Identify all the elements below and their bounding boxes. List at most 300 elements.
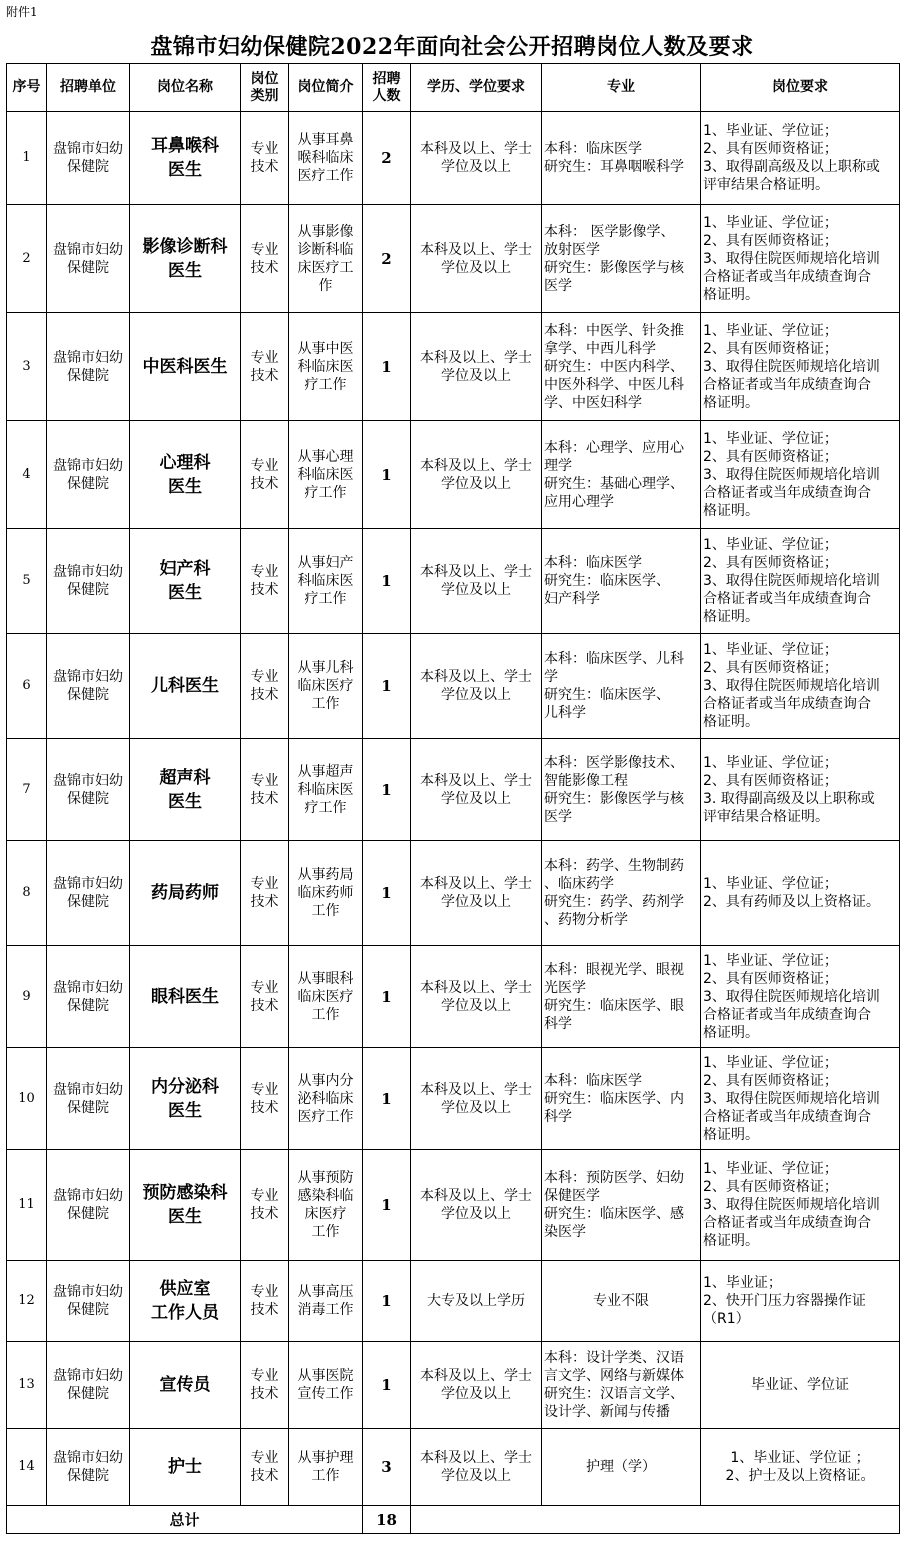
row-unit (47, 205, 130, 313)
row-requirements-line: 毕业证、学位证 (751, 1377, 849, 1393)
annex-label: 附件1 (6, 5, 38, 19)
row-position-line: 医生 (168, 160, 202, 180)
row-intro-line: 从事儿科 (297, 660, 354, 676)
row-position-line: 医生 (168, 1207, 202, 1227)
row-requirements (701, 1048, 900, 1150)
total-blank (411, 1506, 900, 1534)
row-index: 6 (7, 634, 47, 739)
row-education-line: 本科及以上、学士 (420, 457, 532, 474)
row-count: 1 (363, 1342, 411, 1429)
row-intro (289, 946, 363, 1048)
header-index: 序号 (7, 64, 47, 112)
row-requirements-line: 2、具有药师及以上资格证。 (703, 894, 880, 910)
row-requirements (701, 1429, 900, 1506)
row-position-line: 医生 (168, 476, 202, 497)
row-requirements-line: 1、毕业证、学位证； (703, 876, 838, 892)
row-unit-line: 保健院 (67, 1468, 109, 1484)
row-category-line: 专业 (250, 564, 279, 580)
row-unit (47, 1261, 130, 1342)
row-major-line: 理学 (544, 457, 572, 474)
row-count: 1 (363, 1150, 411, 1261)
row-intro-line: 从事高压 (297, 1284, 354, 1300)
row-requirements-line: 格证明。 (703, 1233, 759, 1249)
row-major-line: 染医学 (544, 1224, 586, 1240)
row-education-line: 本科及以上、学士 (420, 1368, 532, 1384)
row-intro-line: 临床医疗 (297, 988, 354, 1005)
row-major-line: 保健医学 (544, 1188, 600, 1204)
row-education (411, 313, 542, 421)
row-requirements-line: 格证明。 (703, 502, 759, 519)
row-intro-line: 工作 (311, 1224, 340, 1240)
row-index: 3 (7, 313, 47, 421)
row-education-line: 学位及以上 (441, 259, 511, 276)
row-major-line: 、临床药学 (544, 876, 614, 892)
header-count (363, 64, 411, 112)
row-unit-line: 保健院 (67, 1099, 109, 1116)
row-unit-line: 盘锦市妇幼 (53, 979, 123, 996)
row-requirements-line: 2、具有医师资格证； (703, 448, 838, 465)
row-unit-line: 保健院 (67, 1302, 109, 1318)
row-intro-line: 从事心理 (297, 448, 354, 465)
row-major-line: 研究生：药学、药剂学 (544, 894, 684, 910)
row-unit-line: 盘锦市妇幼 (53, 1368, 123, 1384)
row-requirements-line: 2、快开门压力容器操作证 (703, 1293, 866, 1309)
row-index: 14 (7, 1429, 47, 1506)
row-major-line: 妇产科学 (544, 591, 600, 607)
table-row (7, 421, 900, 529)
row-position (130, 112, 241, 205)
header-position: 岗位名称 (130, 64, 241, 112)
row-intro-line: 科临床医 (297, 358, 354, 375)
table-row (7, 1261, 900, 1342)
row-count: 1 (363, 739, 411, 841)
row-education-line: 本科及以上、学士 (420, 979, 532, 996)
row-unit-line: 保健院 (67, 159, 109, 175)
row-requirements-line: 合格证者或当年成绩查询合 (703, 1215, 871, 1231)
row-category (241, 946, 289, 1048)
row-requirements (701, 1342, 900, 1429)
row-major-line: 本科：临床医学、儿科 (544, 651, 684, 667)
row-requirements (701, 739, 900, 841)
row-intro-line: 疗工作 (304, 376, 347, 393)
row-intro-line: 医疗工作 (297, 168, 354, 184)
row-position (130, 1342, 241, 1429)
row-education (411, 946, 542, 1048)
row-major (542, 112, 701, 205)
row-unit-line: 盘锦市妇幼 (53, 1188, 123, 1204)
row-requirements-line: 1、毕业证、学位证； (703, 214, 838, 231)
row-intro-line: 疗工作 (304, 799, 347, 816)
row-education-line: 本科及以上、学士 (420, 772, 532, 789)
row-major-line: 专业不限 (593, 1293, 649, 1309)
row-category-line: 专业 (250, 979, 279, 996)
row-category-line: 专业 (250, 349, 279, 366)
row-intro (289, 1261, 363, 1342)
row-intro (289, 205, 363, 313)
row-position (130, 205, 241, 313)
row-intro (289, 841, 363, 946)
row-major-line: 儿科学 (544, 705, 586, 721)
row-requirements-line: 2、护士及以上资格证。 (725, 1468, 875, 1484)
row-major-line: 本科：预防医学、妇幼 (544, 1170, 684, 1186)
row-requirements-line: 3、取得住院医师规培化培训 (703, 250, 880, 267)
row-requirements-line: 2、具有医师资格证； (703, 970, 838, 987)
row-intro (289, 112, 363, 205)
row-major-line: 研究生：基础心理学、 (544, 475, 684, 492)
row-major (542, 946, 701, 1048)
row-education-line: 学位及以上 (441, 159, 511, 175)
row-education-line: 学位及以上 (441, 790, 511, 807)
row-education-line: 本科及以上、学士 (420, 669, 532, 685)
header-category-line: 岗位 (250, 70, 279, 87)
row-unit-line: 盘锦市妇幼 (53, 1081, 123, 1098)
header-row (7, 64, 900, 112)
row-unit (47, 634, 130, 739)
row-index: 2 (7, 205, 47, 313)
row-requirements (701, 529, 900, 634)
row-major (542, 529, 701, 634)
row-education-line: 本科及以上、学士 (420, 564, 532, 580)
row-requirements-line: 3、取得住院医师规培化培训 (703, 1090, 880, 1107)
row-education (411, 1150, 542, 1261)
row-requirements-line: 格证明。 (703, 394, 759, 411)
row-education-line: 学位及以上 (441, 997, 511, 1014)
row-unit-line: 保健院 (67, 790, 109, 807)
row-unit-line: 保健院 (67, 367, 109, 384)
row-count: 1 (363, 946, 411, 1048)
row-unit-line: 盘锦市妇幼 (53, 669, 123, 685)
row-major-line: 中医外科学、中医儿科 (544, 376, 684, 393)
row-intro-line: 从事影像 (297, 223, 354, 240)
row-intro-line: 从事内分 (297, 1072, 354, 1089)
row-index: 8 (7, 841, 47, 946)
row-requirements (701, 946, 900, 1048)
row-count: 1 (363, 1048, 411, 1150)
row-major-line: 本科： 医学影像学、 (544, 223, 675, 240)
row-unit (47, 739, 130, 841)
row-index: 5 (7, 529, 47, 634)
row-education-line: 学位及以上 (441, 1468, 511, 1484)
row-major-line: 研究生：影像医学与核 (544, 790, 684, 807)
row-requirements-line: 3、取得副高级及以上职称或 (703, 159, 880, 175)
row-requirements (701, 112, 900, 205)
row-major-line: 放射医学 (544, 241, 600, 258)
row-major (542, 205, 701, 313)
row-category-line: 技术 (250, 894, 279, 910)
row-requirements-line: 2、具有医师资格证； (703, 1072, 838, 1089)
row-major-line: 设计学、新闻与传播 (544, 1404, 670, 1420)
row-intro-line: 工作 (311, 696, 340, 712)
row-requirements-line: 2、具有医师资格证； (703, 772, 838, 789)
header-major: 专业 (542, 64, 701, 112)
row-position (130, 1261, 241, 1342)
row-unit (47, 1429, 130, 1506)
row-requirements-line: 3. 取得副高级及以上职称或 (703, 790, 875, 807)
row-intro-line: 作 (318, 277, 333, 294)
row-intro (289, 313, 363, 421)
row-unit-line: 盘锦市妇幼 (53, 349, 123, 366)
row-education-line: 学位及以上 (441, 1206, 511, 1222)
row-unit-line: 盘锦市妇幼 (53, 241, 123, 258)
row-major-line: 拿学、中西儿科学 (544, 340, 656, 357)
row-unit-line: 保健院 (67, 894, 109, 910)
row-requirements-line: 1、毕业证、学位证； (703, 952, 838, 969)
row-requirements-line: 1、毕业证、学位证； (703, 430, 838, 447)
row-position-line: 供应室 (159, 1279, 211, 1299)
row-education-line: 本科及以上、学士 (420, 1081, 532, 1098)
row-category (241, 1048, 289, 1150)
row-index: 12 (7, 1261, 47, 1342)
row-category (241, 1429, 289, 1506)
row-position (130, 946, 241, 1048)
row-requirements-line: 格证明。 (703, 1126, 759, 1143)
table-row (7, 1342, 900, 1429)
table-row (7, 205, 900, 313)
row-requirements-line: 合格证者或当年成绩查询合 (703, 696, 871, 712)
table-row (7, 529, 900, 634)
row-education (411, 1261, 542, 1342)
row-unit-line: 保健院 (67, 259, 109, 276)
row-requirements-line: 格证明。 (703, 1024, 759, 1041)
row-category-line: 技术 (250, 1386, 279, 1402)
row-major (542, 1048, 701, 1150)
row-requirements (701, 313, 900, 421)
row-intro-line: 从事耳鼻 (297, 132, 354, 148)
recruitment-table (6, 63, 900, 1534)
row-category-line: 技术 (250, 1099, 279, 1116)
header-education: 学历、学位要求 (411, 64, 542, 112)
row-major-line: 研究生：临床医学、眼 (544, 997, 684, 1014)
row-education-line: 本科及以上、学士 (420, 241, 532, 258)
row-education (411, 1048, 542, 1150)
row-requirements-line: 2、具有医师资格证； (703, 555, 838, 571)
row-count: 3 (363, 1429, 411, 1506)
row-category-line: 技术 (250, 1468, 279, 1484)
total-count: 18 (363, 1506, 411, 1534)
row-intro-line: 科临床医 (297, 466, 354, 483)
row-major-line: 研究生：临床医学、感 (544, 1206, 684, 1222)
row-category-line: 技术 (250, 790, 279, 807)
header-category (241, 64, 289, 112)
row-requirements-line: 3、取得住院医师规培化培训 (703, 573, 880, 589)
row-major-line: 本科：临床医学 (544, 141, 642, 157)
row-major-line: 本科：临床医学 (544, 1072, 642, 1089)
row-unit-line: 盘锦市妇幼 (53, 564, 123, 580)
row-education-line: 本科及以上、学士 (420, 141, 532, 157)
row-position (130, 1048, 241, 1150)
row-requirements-line: 评审结果合格证明。 (703, 177, 829, 193)
row-major (542, 1150, 701, 1261)
row-unit-line: 盘锦市妇幼 (53, 1450, 123, 1466)
row-requirements-line: 合格证者或当年成绩查询合 (703, 1006, 871, 1023)
row-education-line: 学位及以上 (441, 582, 511, 598)
row-major-line: 应用心理学 (544, 493, 614, 510)
row-intro-line: 床医疗 (304, 1206, 347, 1222)
row-requirements-line: 2、具有医师资格证； (703, 340, 838, 357)
row-index: 13 (7, 1342, 47, 1429)
row-category-line: 技术 (250, 997, 279, 1014)
row-requirements-line: 合格证者或当年成绩查询合 (703, 1108, 871, 1125)
row-requirements (701, 1150, 900, 1261)
row-requirements-line: 格证明。 (703, 714, 759, 730)
row-unit-line: 盘锦市妇幼 (53, 141, 123, 157)
row-major-line: 本科：眼视光学、眼视 (544, 961, 684, 978)
row-category-line: 专业 (250, 457, 279, 474)
row-unit-line: 保健院 (67, 1386, 109, 1402)
row-index: 11 (7, 1150, 47, 1261)
row-major-line: 本科：心理学、应用心 (544, 439, 684, 456)
row-unit-line: 保健院 (67, 1206, 109, 1222)
row-education-line: 本科及以上、学士 (420, 876, 532, 892)
row-major-line: 本科：中医学、针灸推 (544, 322, 684, 339)
row-major-line: 护理（学） (586, 1459, 656, 1475)
row-requirements (701, 421, 900, 529)
row-major (542, 1342, 701, 1429)
row-education-line: 本科及以上、学士 (420, 1450, 532, 1466)
row-category (241, 421, 289, 529)
table-row (7, 841, 900, 946)
row-education (411, 421, 542, 529)
row-major-line: 研究生：影像医学与核 (544, 259, 684, 276)
row-category-line: 技术 (250, 1302, 279, 1318)
row-category-line: 技术 (250, 582, 279, 598)
row-position (130, 313, 241, 421)
row-requirements-line: 1、毕业证、学位证； (703, 754, 838, 771)
row-intro (289, 421, 363, 529)
row-major-line: 本科：医学影像技术、 (544, 754, 684, 771)
total-row (7, 1506, 900, 1534)
row-category-line: 专业 (250, 669, 279, 685)
row-major-line: 本科：设计学类、汉语 (544, 1350, 684, 1366)
row-position-line: 药局药师 (151, 883, 219, 903)
row-major-line: 研究生：临床医学、内 (544, 1090, 684, 1107)
row-intro-line: 科临床医 (297, 781, 354, 798)
row-intro-line: 从事眼科 (297, 970, 354, 987)
row-major-line: 本科：药学、生物制药 (544, 858, 684, 874)
row-intro-line: 医疗工作 (297, 1108, 354, 1125)
table-row (7, 1150, 900, 1261)
row-intro-line: 从事药局 (297, 867, 354, 883)
row-requirements-line: 3、取得住院医师规培化培训 (703, 466, 880, 483)
row-requirements-line: 合格证者或当年成绩查询合 (703, 591, 871, 607)
row-intro-line: 诊断科临 (297, 241, 354, 258)
row-requirements (701, 841, 900, 946)
row-unit (47, 313, 130, 421)
row-education (411, 1342, 542, 1429)
row-intro-line: 从事妇产 (297, 555, 354, 571)
row-education (411, 112, 542, 205)
row-requirements-line: 2、具有医师资格证； (703, 141, 838, 157)
row-intro-line: 从事超声 (297, 763, 354, 780)
row-requirements-line: 3、取得住院医师规培化培训 (703, 988, 880, 1005)
row-intro-line: 喉科临床 (297, 150, 354, 166)
row-major-line: 科学 (544, 1108, 572, 1125)
row-unit-line: 保健院 (67, 997, 109, 1014)
row-major (542, 739, 701, 841)
row-intro (289, 1342, 363, 1429)
row-unit (47, 1342, 130, 1429)
row-count: 2 (363, 205, 411, 313)
row-position-line: 超声科 (159, 767, 211, 788)
row-position (130, 739, 241, 841)
row-intro-line: 工作 (311, 903, 340, 919)
row-position-line: 医生 (168, 260, 202, 281)
row-major (542, 1429, 701, 1506)
row-category (241, 1261, 289, 1342)
row-category-line: 专业 (250, 141, 279, 157)
row-education (411, 205, 542, 313)
header-requirements: 岗位要求 (701, 64, 900, 112)
row-index: 7 (7, 739, 47, 841)
row-intro-line: 宣传工作 (297, 1386, 354, 1402)
row-education (411, 634, 542, 739)
table-row (7, 634, 900, 739)
row-major-line: 医学 (544, 808, 572, 825)
row-index: 10 (7, 1048, 47, 1150)
row-requirements-line: 2、具有医师资格证； (703, 660, 838, 676)
row-unit (47, 841, 130, 946)
row-major-line: 研究生：汉语言文学、 (544, 1386, 684, 1402)
row-category-line: 专业 (250, 241, 279, 258)
row-category-line: 专业 (250, 1450, 279, 1466)
row-count: 2 (363, 112, 411, 205)
row-intro-line: 工作 (311, 1006, 340, 1023)
row-requirements (701, 205, 900, 313)
row-major-line: 、药物分析学 (544, 912, 628, 928)
row-requirements-line: 合格证者或当年成绩查询合 (703, 268, 871, 285)
row-major (542, 421, 701, 529)
row-intro-line: 床医疗工 (297, 259, 354, 276)
row-unit-line: 盘锦市妇幼 (53, 457, 123, 474)
row-unit (47, 529, 130, 634)
row-count: 1 (363, 1261, 411, 1342)
row-unit (47, 946, 130, 1048)
row-intro (289, 1048, 363, 1150)
row-requirements-line: 2、具有医师资格证； (703, 232, 838, 249)
row-unit-line: 保健院 (67, 475, 109, 492)
row-requirements (701, 634, 900, 739)
page-title: 盘锦市妇幼保健院2022年面向社会公开招聘岗位人数及要求 (150, 34, 754, 60)
row-unit (47, 1150, 130, 1261)
row-education-line: 本科及以上、学士 (420, 349, 532, 366)
row-intro (289, 1150, 363, 1261)
row-major-line: 医学 (544, 277, 572, 294)
row-intro-line: 从事预防 (297, 1170, 354, 1186)
row-education (411, 739, 542, 841)
table-row (7, 1048, 900, 1150)
table-row (7, 946, 900, 1048)
row-category (241, 529, 289, 634)
row-category (241, 841, 289, 946)
row-position-line: 心理科 (159, 452, 211, 473)
row-category-line: 专业 (250, 1081, 279, 1098)
row-requirements-line: 格证明。 (703, 609, 759, 625)
row-category-line: 专业 (250, 772, 279, 789)
header-count-line: 招聘 (372, 70, 401, 87)
row-education-line: 学位及以上 (441, 894, 511, 910)
row-position-line: 工作人员 (151, 1303, 219, 1323)
row-intro (289, 1429, 363, 1506)
row-major-line: 言文学、网络与新媒体 (544, 1368, 684, 1384)
row-intro-line: 从事护理 (297, 1450, 354, 1466)
row-position (130, 1429, 241, 1506)
row-category-line: 技术 (250, 687, 279, 703)
row-unit-line: 盘锦市妇幼 (53, 1284, 123, 1300)
table-row (7, 112, 900, 205)
row-count: 1 (363, 313, 411, 421)
row-intro-line: 泌科临床 (297, 1090, 354, 1107)
row-unit (47, 421, 130, 529)
